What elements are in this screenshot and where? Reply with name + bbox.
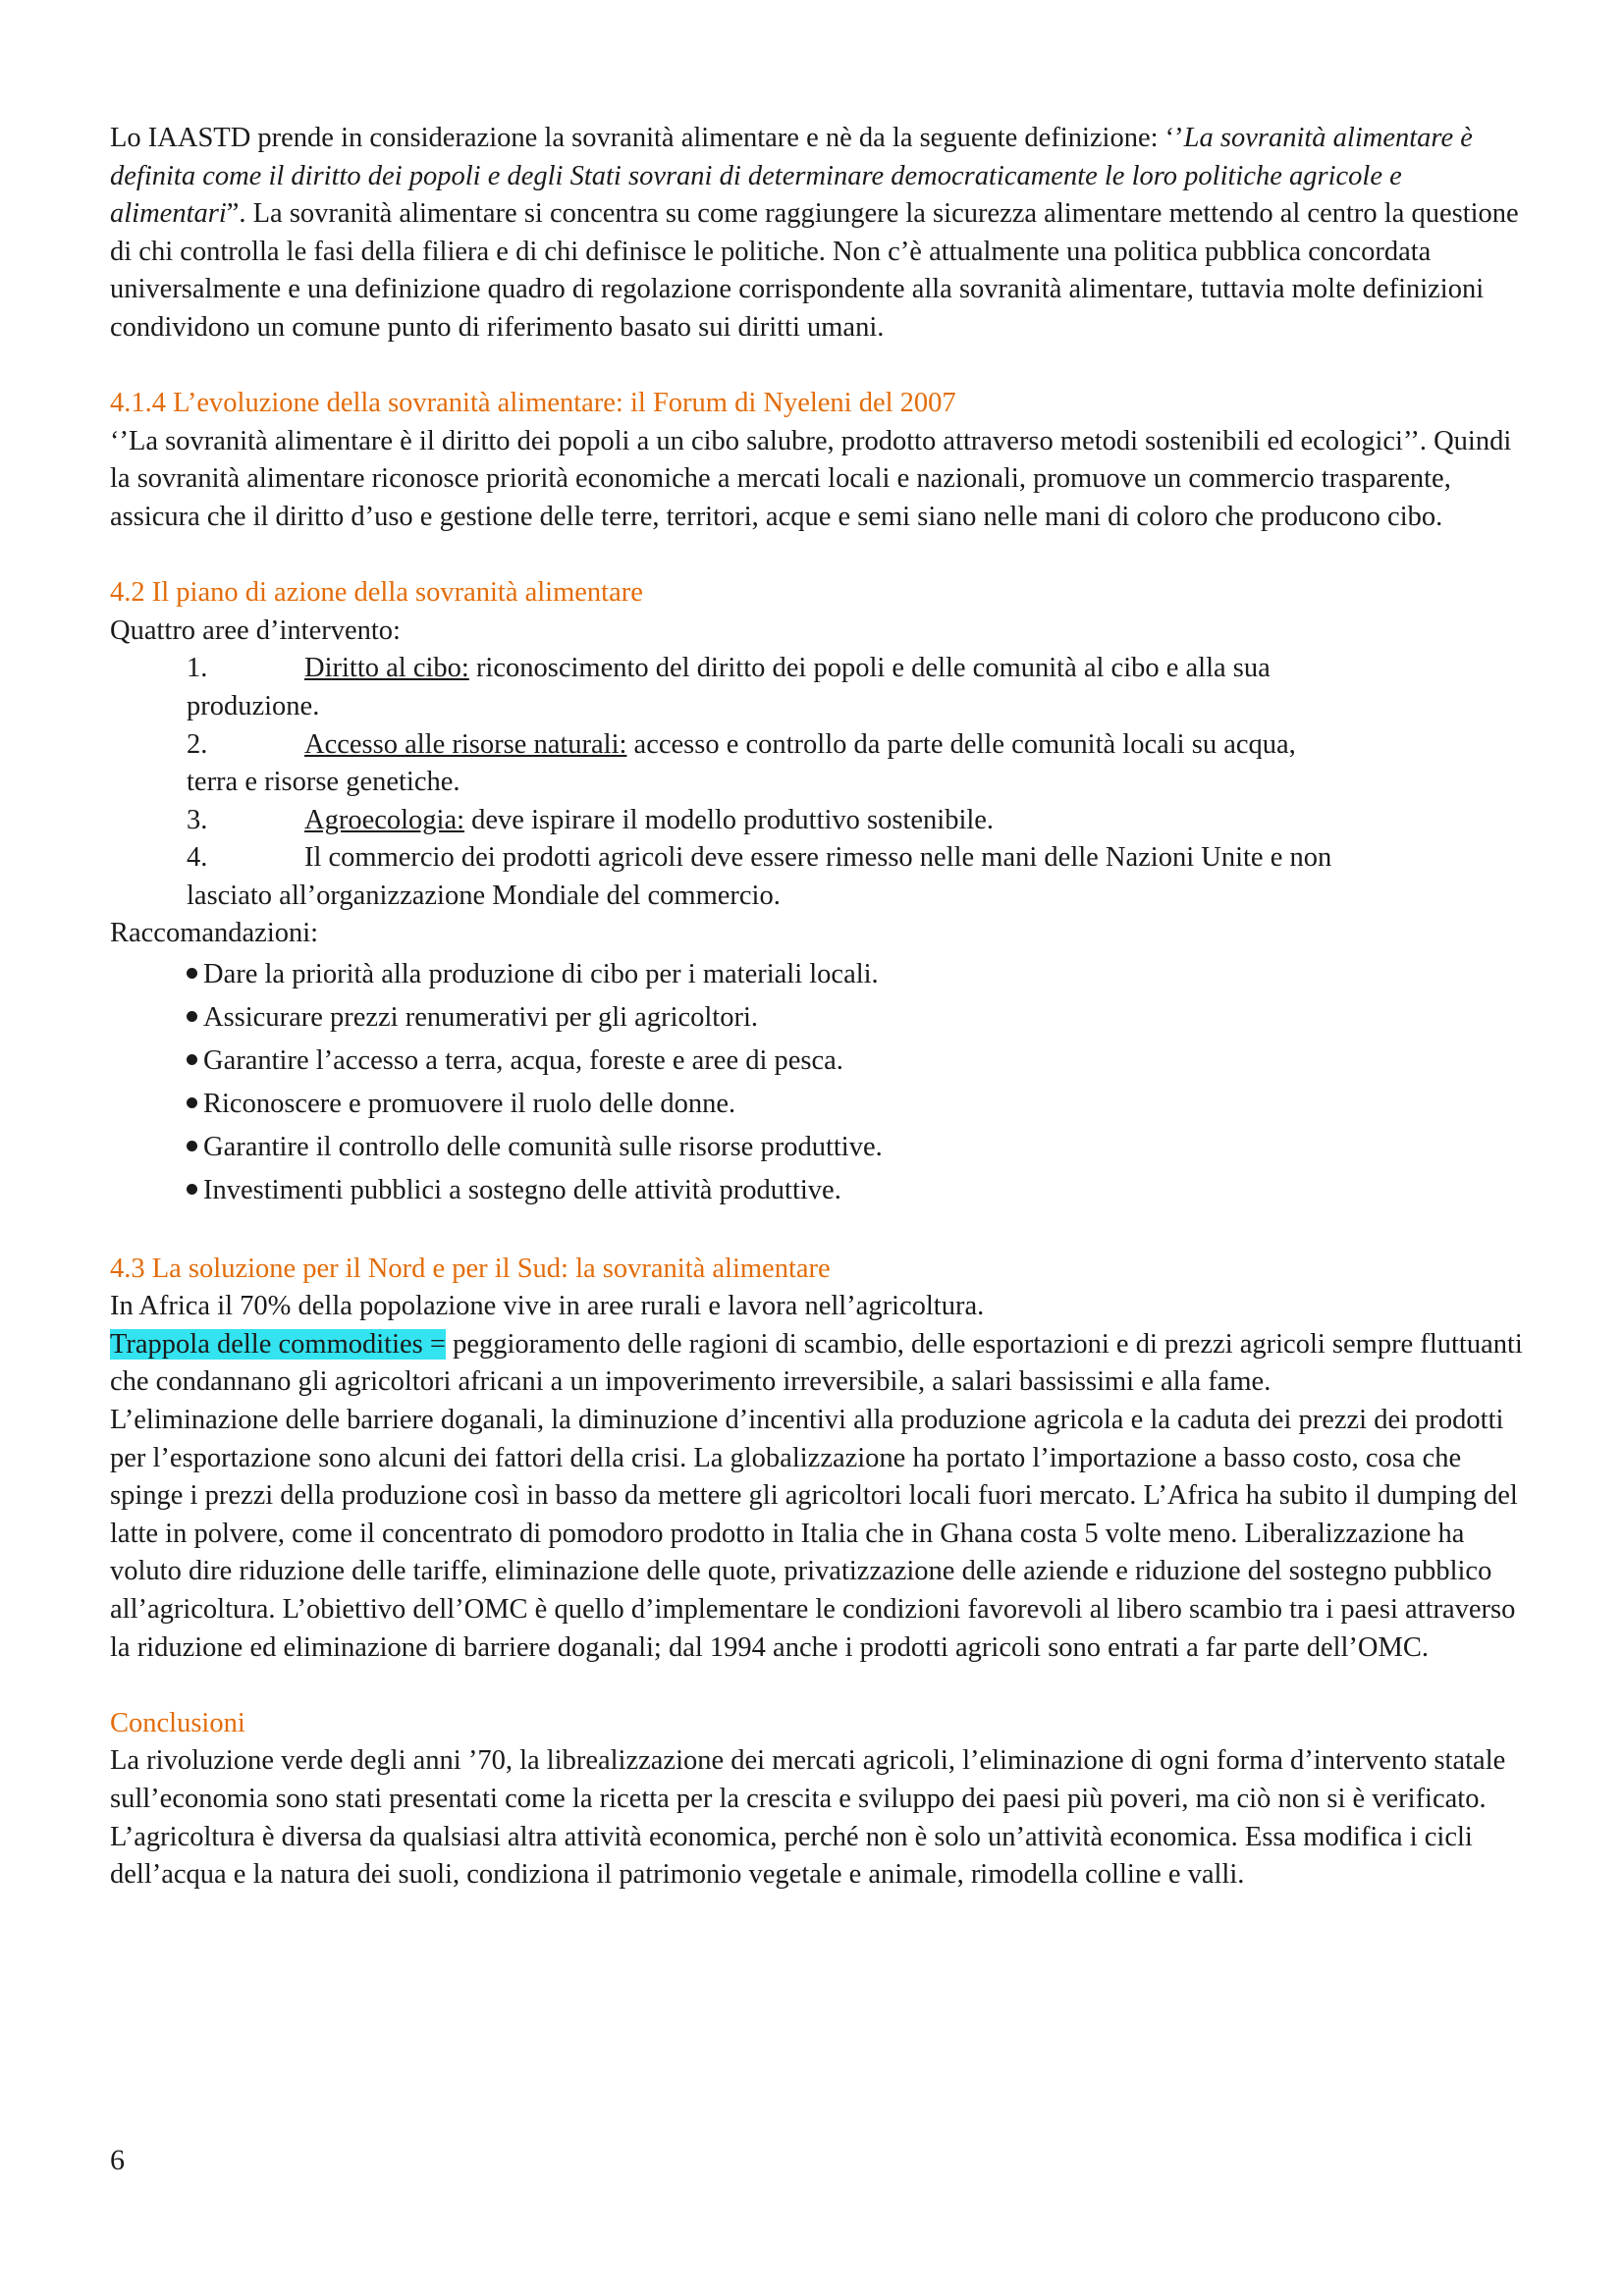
bullet-icon: [187, 1011, 197, 1022]
section-42-heading: 4.2 Il piano di azione della sovranità alimentare: [110, 577, 643, 609]
list-item-text: riconoscimento del diritto dei popoli e delle comunità al cibo e alla sua: [468, 653, 1271, 684]
bullet-icon: [187, 968, 197, 979]
list-item-text: Investimenti pubblici a sostegno delle attività produttive.: [203, 1175, 841, 1206]
list-item-text: Riconoscere e promuovere il ruolo delle donne.: [203, 1089, 736, 1120]
list-item-label: Agroecologia:: [304, 804, 465, 835]
intro-paragraph: [110, 120, 1524, 347]
intervention-areas-list: [110, 650, 1524, 915]
section-42-intro: Quattro aree d’intervento:: [110, 614, 401, 646]
list-item-continuation: terra e risorse genetiche.: [187, 767, 460, 798]
list-item: [110, 1083, 1524, 1126]
list-item: [110, 996, 1524, 1040]
list-item: [110, 1126, 1524, 1169]
page-number: 6: [110, 2144, 125, 2176]
section-414-heading: 4.1.4 L’evoluzione della sovranità alimentare: il Forum di Nyeleni del 2007: [110, 388, 956, 419]
bullet-icon: [187, 1141, 197, 1151]
section-43-heading: 4.3 La soluzione per il Nord e per il Sud: la sovranità alimentare: [110, 1253, 831, 1284]
list-item-continuation: lasciato all’organizzazione Mondiale del commercio.: [187, 880, 781, 911]
list-item-text: Garantire il controllo delle comunità sulle risorse produttive.: [203, 1132, 883, 1163]
section-43-commodities: [110, 1326, 1524, 1402]
list-item-text: Dare la priorità alla produzione di cibo per i materiali locali.: [203, 959, 879, 990]
list-item-label: Diritto al cibo:: [304, 653, 469, 684]
list-item-text: Assicurare prezzi renumerativi per gli agricoltori.: [203, 1002, 759, 1034]
list-item: [110, 839, 1524, 915]
conclusions-body: La rivoluzione verde degli anni ’70, la librealizzazione dei mercati agricoli, l’eliminazione di ogni forma d’intervento statale sull’economia sono stati presentati come la ricetta per la crescita e sviluppo dei paesi più poveri, ma ciò non si è verificato. L’agricoltura è diversa da qualsiasi altra attività economica, perché non è solo un’attività economica. Essa modifica i cicli dell’acqua e la natura dei suoli, condiziona il patrimonio vegetale e animale, rimodella colline e valli.: [110, 1745, 1506, 1891]
list-item: [110, 953, 1524, 996]
section-43-paragraph: L’eliminazione delle barriere doganali, la diminuzione d’incentivi alla produzione agricola e la caduta dei prezzi dei prodotti per l’esportazione sono alcuni dei fattori della crisi. La globalizzazione ha portato l’importazione a basso costo, cosa che spinge i prezzi della produzione così in basso da mettere gli agricoltori locali fuori mercato. L’Africa ha subito il dumping del latte in polvere, come il concentrato di pomodoro prodotto in Italia che in Ghana costa 5 volte meno. Liberalizzazione ha voluto dire riduzione delle tariffe, eliminazione delle quote, privatizzazione delle aziende e riduzione del sostegno pubblico all’agricoltura. L’obiettivo dell’OMC è quello d’implementare le condizioni favorevoli al libero scambio tra i paesi attraverso la riduzione ed eliminazione di barriere doganali; dal 1994 anche i prodotti agricoli sono entrati a far parte dell’OMC.: [110, 1405, 1518, 1663]
list-item-label: Accesso alle risorse naturali:: [304, 728, 627, 760]
intro-text-end: ”. La sovranità alimentare si concentra su come raggiungere la sicurezza alimentare mettendo al centro la questione di chi controlla le fasi della filiera e di chi definisce le politiche. Non c’è attualmente una politica pubblica concordata universalmente e una definizione quadro di regolazione corrispondente alla sovranità alimentare, tuttavia molte definizioni condividono un comune punto di riferimento basato sui diritti umani.: [110, 198, 1519, 343]
list-item: [110, 650, 1524, 725]
intro-italic-definition: La sovranità alimentare è definita come il diritto dei popoli e degli Stati sovrani di determinare democraticamente le loro politiche agricole e alimentari: [110, 123, 1473, 230]
document-page: [110, 120, 1524, 1895]
list-item-text: accesso e controllo da parte delle comunità locali su acqua,: [626, 728, 1296, 760]
bullet-icon: [187, 1097, 197, 1108]
highlighted-term: Trappola delle commodities =: [110, 1328, 446, 1360]
list-item: [110, 802, 1524, 840]
list-item: [110, 726, 1524, 802]
section-414-body: ‘’La sovranità alimentare è il diritto dei popoli a un cibo salubre, prodotto attraverso metodi sostenibili ed ecologici’’. Quindi la sovranità alimentare riconosce priorità economiche a mercati locali e nazionali, promuove un commercio trasparente, assicura che il diritto d’uso e gestione delle terre, territori, acque e semi siano nelle mani di coloro che producono cibo.: [110, 425, 1512, 532]
list-item: [110, 1169, 1524, 1212]
list-item-number: 4.: [187, 842, 208, 874]
section-43-line1: In Africa il 70% della popolazione vive in aree rurali e lavora nell’agricoltura.: [110, 1291, 985, 1322]
bullet-icon: [187, 1054, 197, 1065]
list-item-text: Il commercio dei prodotti agricoli deve essere rimesso nelle mani delle Nazioni Unite e non: [304, 842, 1332, 874]
recommendations-title: Raccomandazioni:: [110, 918, 319, 949]
recommendations-list: [110, 953, 1524, 1212]
bullet-icon: [187, 1184, 197, 1195]
list-item-number: 1.: [187, 653, 208, 684]
list-item: [110, 1040, 1524, 1083]
list-item-number: 3.: [187, 804, 208, 835]
list-item-text: deve ispirare il modello produttivo sostenibile.: [464, 804, 995, 835]
list-item-continuation: produzione.: [187, 690, 320, 721]
list-item-text: Garantire l’accesso a terra, acqua, foreste e aree di pesca.: [203, 1045, 843, 1077]
intro-text-start: Lo IAASTD prende in considerazione la sovranità alimentare e nè da la seguente definizione: ‘’: [110, 123, 1184, 153]
commodities-definition: peggioramento delle ragioni di scambio, delle esportazioni e di prezzi agricoli sempre fluttuanti che condannano gli agricoltori africani a un impoverimento irreversibile, a salari bassissimi e alla fame.: [110, 1328, 1523, 1398]
list-item-number: 2.: [187, 728, 208, 760]
conclusions-heading: Conclusioni: [110, 1707, 245, 1738]
